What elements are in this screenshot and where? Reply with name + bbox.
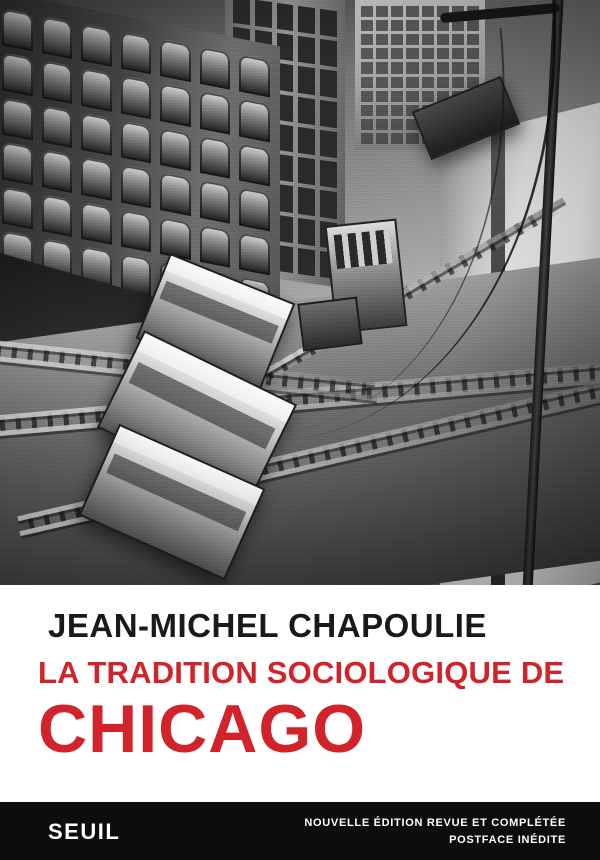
edition-note-line-2: POSTFACE INÉDITE [449, 833, 566, 846]
title-main: CHICAGO [38, 691, 367, 767]
cover-text-block [0, 585, 600, 860]
edition-note-line-1: NOUVELLE ÉDITION REVUE ET COMPLÉTÉE [304, 817, 566, 829]
title-subtitle-line: LA TRADITION SOCIOLOGIQUE DE [38, 655, 565, 690]
edition-note [304, 815, 566, 848]
author-name: JEAN-MICHEL CHAPOULIE [48, 607, 487, 644]
footer-bar [0, 802, 600, 860]
publisher-logo: SEUIL [48, 819, 121, 844]
